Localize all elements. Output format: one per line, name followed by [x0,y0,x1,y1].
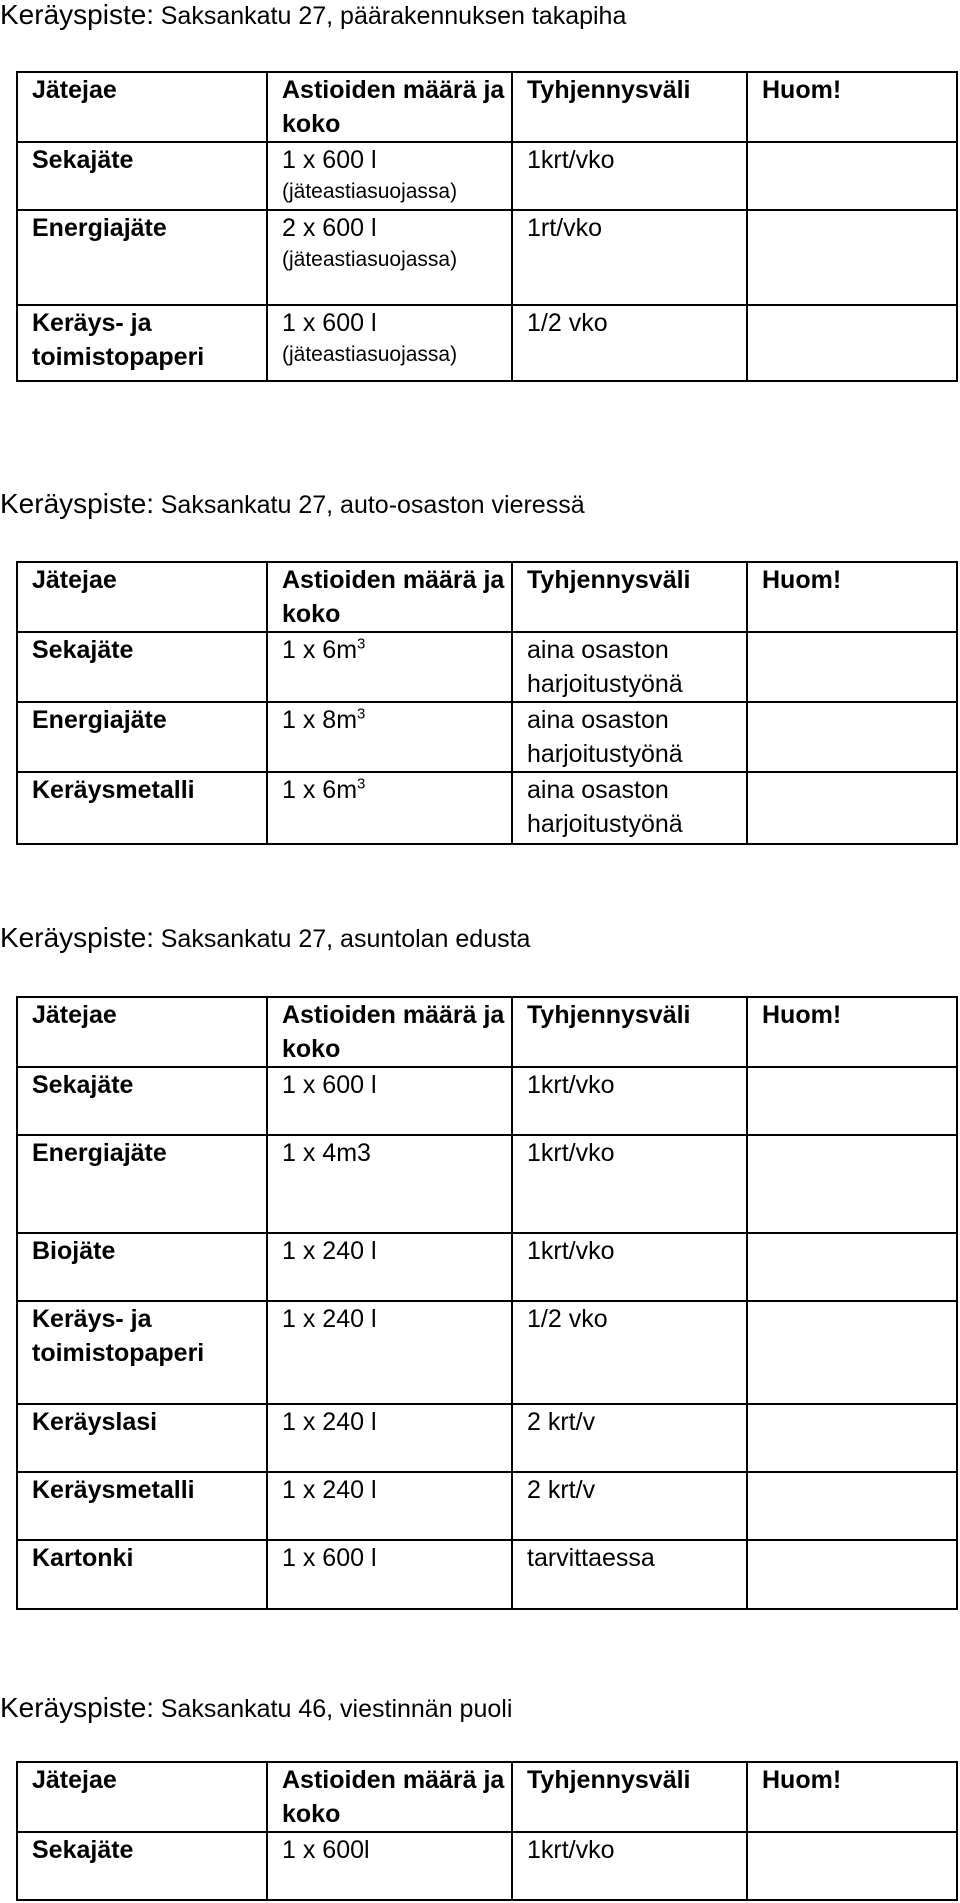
table-row [17,305,957,381]
header-waste-type: Jätejae [17,72,267,142]
container-note: (jäteastiasuojassa) [282,180,458,203]
cell-note [747,1135,957,1233]
unit-exponent: 3 [357,635,366,653]
table-header-row [17,72,957,142]
container-size: 1 x 6m [282,636,358,664]
table-row [17,1472,957,1540]
header-note: Huom! [747,1762,957,1832]
cell-note [747,772,957,844]
section-location: Saksankatu 27, auto-osaston vieressä [160,491,585,519]
cell-interval: 2 krt/v [512,1472,747,1540]
waste-table-4 [16,1761,958,1901]
table-row [17,1067,957,1135]
cell-waste-type: Keräysmetalli [17,1472,267,1540]
cell-containers [267,142,512,210]
cell-interval: aina osaston harjoitustyönä [512,772,747,844]
header-note: Huom! [747,72,957,142]
container-note: (jäteastiasuojassa) [282,343,458,366]
cell-interval: 1/2 vko [512,305,747,381]
header-interval: Tyhjennysväli [512,72,747,142]
table-row [17,1301,957,1404]
cell-note [747,1067,957,1135]
cell-interval: aina osaston harjoitustyönä [512,702,747,772]
table-row [17,702,957,772]
cell-waste-type: Sekajäte [17,142,267,210]
cell-containers: 1 x 240 l [267,1404,512,1472]
waste-table-2 [16,561,958,845]
cell-containers: 1 x 4m3 [267,1135,512,1233]
container-note: (jäteastiasuojassa) [282,248,458,271]
table-header-row [17,562,957,632]
cell-interval: 1/2 vko [512,1301,747,1404]
cell-containers: 1 x 240 l [267,1233,512,1301]
table-row [17,210,957,305]
header-containers: Astioiden määrä ja koko [267,562,512,632]
section-title-2 [0,489,585,521]
waste-table-1 [16,71,958,382]
header-waste-type: Jätejae [17,562,267,632]
section-location: Saksankatu 46, viestinnän puoli [160,1695,513,1723]
unit-exponent: 3 [357,705,366,723]
cell-containers: 1 x 240 l [267,1472,512,1540]
cell-note [747,1472,957,1540]
cell-waste-type: Energiajäte [17,702,267,772]
section-label: Keräyspiste: [0,488,155,519]
cell-interval: 1krt/vko [512,1233,747,1301]
table-header-row [17,997,957,1067]
cell-waste-type: Energiajäte [17,1135,267,1233]
cell-note [747,1404,957,1472]
cell-interval: 1krt/vko [512,1067,747,1135]
cell-interval: 1krt/vko [512,142,747,210]
cell-waste-type: Energiajäte [17,210,267,305]
cell-waste-type: Sekajäte [17,1067,267,1135]
section-location: Saksankatu 27, päärakennuksen takapiha [160,2,627,30]
cell-note [747,1832,957,1900]
cell-waste-type: Keräys- ja toimistopaperi [17,1301,267,1404]
header-containers: Astioiden määrä ja koko [267,72,512,142]
header-containers: Astioiden määrä ja koko [267,1762,512,1832]
cell-waste-type: Kartonki [17,1540,267,1609]
cell-note [747,1233,957,1301]
cell-interval: 1krt/vko [512,1832,747,1900]
header-interval: Tyhjennysväli [512,562,747,632]
cell-waste-type: Sekajäte [17,1832,267,1900]
cell-note [747,142,957,210]
cell-containers [267,702,512,772]
cell-note [747,1301,957,1404]
cell-containers [267,632,512,702]
section-label: Keräyspiste: [0,0,155,30]
section-title-4 [0,1693,512,1725]
cell-note [747,702,957,772]
cell-waste-type: Keräyslasi [17,1404,267,1472]
table-row [17,1233,957,1301]
section-title-1 [0,0,626,32]
table-row [17,1540,957,1609]
section-label: Keräyspiste: [0,1692,155,1723]
cell-waste-type: Sekajäte [17,632,267,702]
header-note: Huom! [747,997,957,1067]
container-size: 1 x 600 l [282,309,377,337]
cell-waste-type: Keräys- ja toimistopaperi [17,305,267,381]
cell-containers [267,210,512,305]
cell-containers [267,772,512,844]
cell-containers: 1 x 240 l [267,1301,512,1404]
section-title-3 [0,923,530,955]
cell-waste-type: Biojäte [17,1233,267,1301]
cell-note [747,1540,957,1609]
container-size: 2 x 600 l [282,214,377,242]
table-row [17,632,957,702]
table-row [17,1404,957,1472]
table-row [17,1135,957,1233]
waste-table-3 [16,996,958,1610]
container-size: 1 x 6m [282,776,358,804]
header-waste-type: Jätejae [17,997,267,1067]
cell-waste-type: Keräysmetalli [17,772,267,844]
cell-note [747,305,957,381]
cell-interval: aina osaston harjoitustyönä [512,632,747,702]
section-location: Saksankatu 27, asuntolan edusta [160,925,531,953]
cell-note [747,632,957,702]
cell-interval: 1rt/vko [512,210,747,305]
table-row [17,1832,957,1900]
header-interval: Tyhjennysväli [512,1762,747,1832]
cell-interval: 2 krt/v [512,1404,747,1472]
section-label: Keräyspiste: [0,922,155,953]
container-size: 1 x 600 l [282,146,377,174]
container-size: 1 x 8m [282,706,358,734]
cell-containers: 1 x 600l [267,1832,512,1900]
header-interval: Tyhjennysväli [512,997,747,1067]
table-header-row [17,1762,957,1832]
header-waste-type: Jätejae [17,1762,267,1832]
table-row [17,142,957,210]
cell-containers: 1 x 600 l [267,1540,512,1609]
cell-interval: tarvittaessa [512,1540,747,1609]
unit-exponent: 3 [357,775,366,793]
header-containers: Astioiden määrä ja koko [267,997,512,1067]
cell-interval: 1krt/vko [512,1135,747,1233]
table-row [17,772,957,844]
header-note: Huom! [747,562,957,632]
cell-containers: 1 x 600 l [267,1067,512,1135]
cell-note [747,210,957,305]
cell-containers [267,305,512,381]
